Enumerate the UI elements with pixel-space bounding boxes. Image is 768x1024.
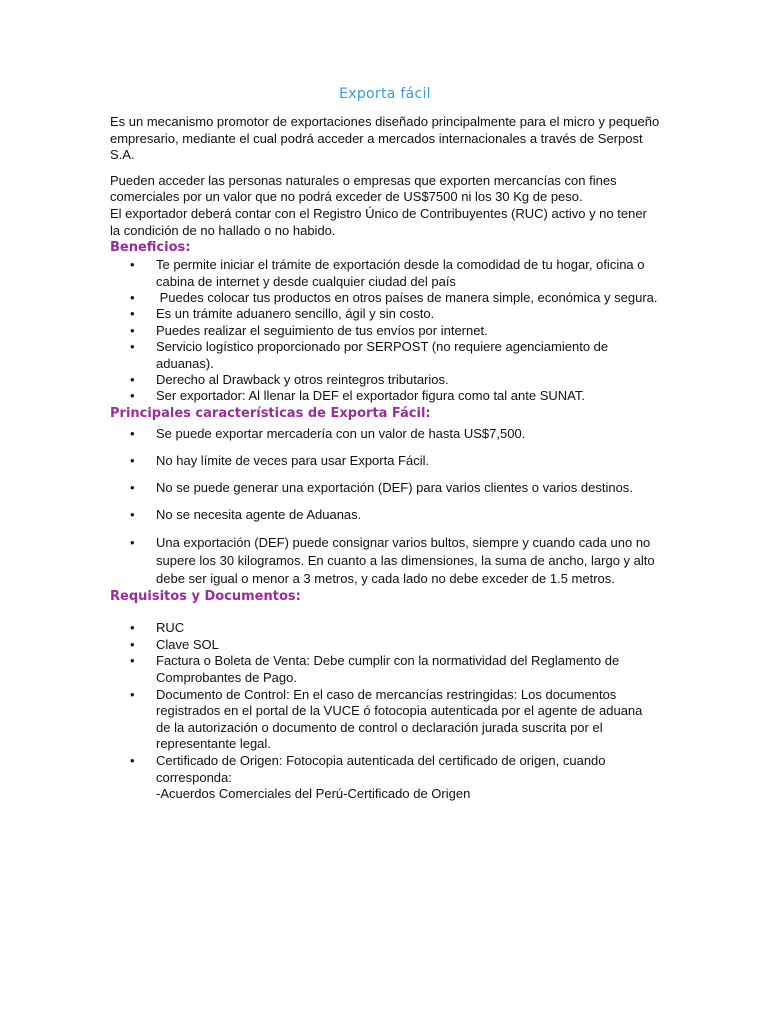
bullet-icon: •	[130, 339, 135, 355]
list-item: • Puedes colocar tus productos en otros países de manera simple, económica y segura.	[130, 289, 658, 305]
requisitos-subline: -Acuerdos Comerciales del Perú-Certificado de Origen	[156, 786, 471, 802]
bullet-icon: •	[130, 507, 135, 523]
list-item: • Clave SOL	[130, 636, 219, 652]
list-item: • Certificado de Origen: Fotocopia autenticada del certificado de origen, cuando corresponda: -Acuerdos Comerciales del Perú-Certificado de Origen	[110, 753, 660, 803]
bullet-icon: •	[130, 653, 135, 669]
list-item: • No se necesita agente de Aduanas.	[110, 506, 660, 524]
list-item: • Ser exportador: Al llenar la DEF el exportador figura como tal ante SUNAT.	[130, 388, 585, 404]
caracteristicas-heading: Principales características de Exporta Fácil:	[110, 405, 431, 421]
list-item: • RUC	[130, 620, 185, 636]
bullet-icon: •	[130, 425, 135, 441]
list-item: • Servicio logístico proporcionado por SERPOST (no requiere agenciamiento de aduanas).	[130, 339, 609, 371]
caracteristicas-list	[110, 425, 660, 588]
access-paragraph: Pueden acceder las personas naturales o empresas que exporten mercancías con fines comerciales por un valor que no podrá exceder de US$7500 ni los 30 Kg de peso.	[110, 172, 617, 205]
list-item: • Derecho al Drawback y otros reintegros tributarios.	[130, 372, 449, 387]
list-item: • Puedes realizar el seguimiento de tus envíos por internet.	[130, 322, 488, 338]
beneficios-heading: Beneficios:	[110, 240, 191, 256]
document-page	[110, 84, 660, 803]
bullet-icon: •	[130, 480, 135, 496]
bullet-icon: •	[130, 306, 135, 322]
bullet-icon: •	[130, 534, 135, 550]
list-item: • Factura o Boleta de Venta: Debe cumplir con la normatividad del Reglamento de Comprobantes de Pago.	[130, 653, 620, 686]
bullet-icon: •	[130, 388, 135, 404]
requisitos-heading: Requisitos y Documentos:	[110, 589, 301, 605]
bullet-icon: •	[130, 322, 135, 338]
requisitos-list	[110, 620, 660, 803]
bullet-icon: •	[130, 686, 135, 702]
bullet-icon: •	[130, 636, 135, 652]
list-item: • Es un trámite aduanero sencillo, ágil y sin costo.	[130, 306, 435, 322]
page-title: Exporta fácil	[339, 86, 431, 102]
list-item: • Se puede exportar mercadería con un valor de hasta US$7,500.	[110, 425, 660, 443]
list-item: • No hay límite de veces para usar Exporta Fácil.	[110, 452, 660, 470]
list-item: • No se puede generar una exportación (DEF) para varios clientes o varios destinos.	[110, 479, 660, 497]
bullet-icon: •	[130, 257, 135, 273]
list-item: • Te permite iniciar el trámite de exportación desde la comodidad de tu hogar, oficina o cabina de internet y desde cualquier ciudad del país	[130, 257, 645, 289]
bullet-icon: •	[130, 752, 135, 768]
list-item: • Documento de Control: En el caso de mercancías restringidas: Los documentos registrados en el portal de la VUCE ó fotocopia autenticada por el agente de aduana de la autorización o documento de control o declaración jurada suscrita por el representante legal.	[130, 686, 643, 752]
beneficios-list	[110, 257, 660, 405]
bullet-icon: •	[130, 289, 135, 305]
bullet-icon: •	[130, 453, 135, 469]
intro-paragraph: Es un mecanismo promotor de exportaciones diseñado principalmente para el micro y pequeño empresario, mediante el cual podrá acceder a mercados internacionales a través de Serpost S.A.	[110, 114, 660, 163]
bullet-icon: •	[130, 620, 135, 636]
list-item: • Una exportación (DEF) puede consignar varios bultos, siempre y cuando cada uno no supere los 30 kilogramos. En cuanto a las dimensiones, la suma de ancho, largo y alto debe ser igual o menor a 3 metros, y cada lado no debe exceder de 1.5 metros.	[130, 534, 655, 587]
ruc-paragraph: El exportador deberá contar con el Registro Único de Contribuyentes (RUC) activo y no tener la condición de no hallado o no habido.	[110, 205, 647, 238]
bullet-icon: •	[130, 372, 135, 387]
